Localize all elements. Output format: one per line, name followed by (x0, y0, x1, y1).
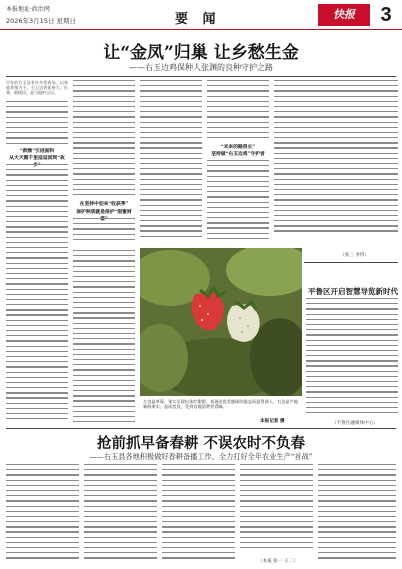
article-text-block (6, 101, 68, 145)
article-text-block (73, 250, 135, 426)
article-text-block (6, 164, 68, 424)
article-subtitle: “未来的路很长” (220, 144, 256, 150)
issue-date: 2026年3月15日 星期日 (6, 17, 77, 25)
article-text-block (73, 218, 135, 246)
sidebar-author: （平鲁区融媒体中心） (332, 421, 378, 426)
intro-paragraph: 早年的右玉县有许多养鸡场，以家庭养殖为主，右玉边鸡体格大、抗寒、耐粗饲，是当地的宝贝。 (6, 80, 68, 96)
supervisor-label: 本报地址·政治网 (6, 6, 50, 13)
article-author: （张三 李四） (340, 253, 370, 258)
sidebar-headline: 平鲁区开启智慧导览新时代 (308, 287, 398, 296)
article-text-block (207, 160, 269, 244)
bottom-text-block (240, 464, 313, 556)
main-headline: 让“金凤”归巢 让乡愁生金 (103, 43, 299, 63)
photo-credit: 本报记者 摄 (260, 419, 285, 424)
strawberry-photo (140, 248, 302, 396)
article-subtitle: 保护种质就是保护“甜蜜财 (76, 209, 132, 215)
brand-logo: 快报 (318, 4, 370, 26)
bottom-author: （本报 张一 王二） (258, 559, 298, 564)
article-subtitle: 在坚持中迎来“收获季” (79, 201, 129, 207)
bottom-text-block (318, 464, 396, 564)
bottom-subhead: ——右玉县各地积极做好春耕备播工作，全力打好全年农业生产“首战” (89, 452, 313, 461)
rule-line (6, 76, 396, 77)
article-subtitle: “救赎”引进面料 (19, 148, 55, 154)
article-text-block (274, 80, 398, 240)
section-title: 要 闻 (175, 12, 221, 27)
rule-line (304, 262, 398, 263)
main-subhead: ——右玉边鸡保种人张渊的良种守护之路 (129, 63, 273, 72)
article-text-block (73, 80, 135, 198)
bottom-text-block (6, 464, 79, 564)
page-number: 3 (380, 4, 392, 26)
bottom-text-block (162, 464, 235, 564)
page-header (0, 0, 402, 30)
article-subtitle: 从大天鹅千里迢迢回到“故 (9, 155, 65, 161)
article-text-block (207, 80, 269, 142)
bottom-text-block (84, 464, 157, 564)
bottom-headline: 抢前抓早备春耕 不误农时不负春 (96, 435, 306, 452)
photo-caption: 左边是草莓，果实呈现出朱红甜甜，表现出优美肥硕的姿态而显得诱人，右边是产地新鲜果实。品质优良，受到各地消费者青睐。 (143, 399, 298, 410)
rule-line (6, 428, 396, 429)
sidebar-text-block (306, 298, 398, 418)
article-subtitle: 坚持做“右玉边鸡”守护者 (211, 151, 265, 157)
article-text-block (140, 80, 202, 244)
